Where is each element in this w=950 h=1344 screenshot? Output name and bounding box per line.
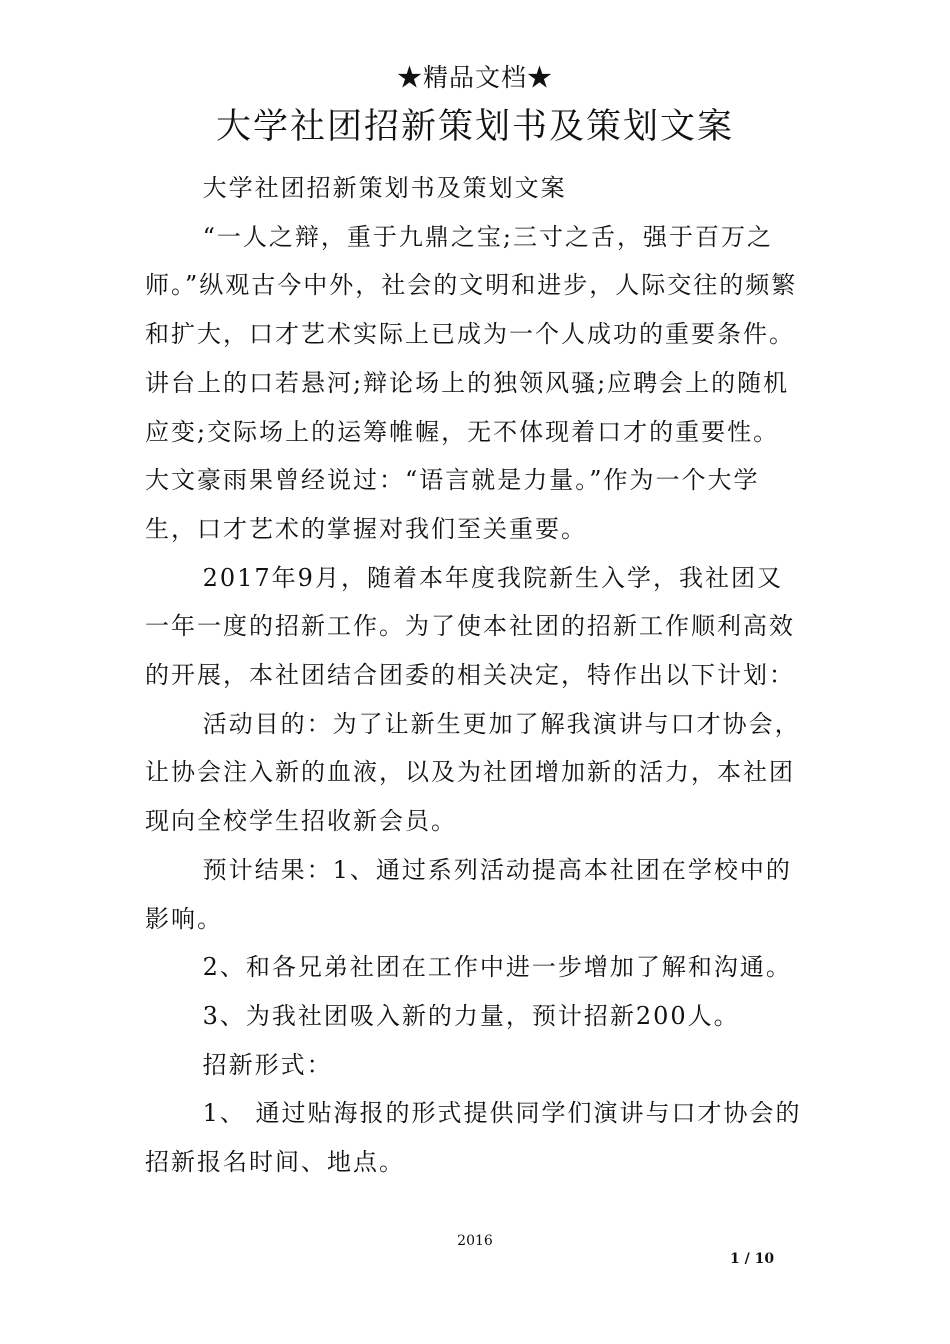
page-number: 1 / 10 (730, 1251, 775, 1267)
document-title: 大学社团招新策划书及策划文案 (215, 107, 734, 147)
paragraph-result-1: 预计结果：1、通过系列活动提高本社团在学校中的影响。 (145, 855, 792, 933)
paragraph-intro: “一人之辩，重于九鼎之宝;三寸之舌，强于百万之师。”纵观古今中外，社会的文明和进步，人际交往的频繁和扩大，口才艺术实际上已成为一个人成功的重要条件。讲台上的口若悬河;辩论场上的独领风骚;应聘会上的随机应变;交际场上的运筹帷幄，无不体现着口才的重要性。大文豪雨果曾经说过：“语言就是力量。”作为一个大学生，口才艺术的掌握对我们至关重要。 (145, 222, 798, 543)
paragraph-form-1: 1、 通过贴海报的形式提供同学们演讲与口才协会的招新报名时间、地点。 (145, 1099, 802, 1177)
paragraph-form-heading: 招新形式： (202, 1050, 333, 1079)
document-body (145, 164, 805, 1187)
paragraph-purpose: 活动目的：为了让新生更加了解我演讲与口才协会，让协会注入新的血液，以及为社团增加新的活力，本社团现向全校学生招收新会员。 (145, 709, 801, 836)
paragraph-background: 2017年9月，随着本年度我院新生入学，我社团又一年一度的招新工作。为了使本社团的招新工作顺利高效的开展，本社团结合团委的相关决定，特作出以下计划： (145, 563, 795, 690)
paragraph-result-3: 3、为我社团吸入新的力量，预计招新200人。 (202, 1001, 740, 1030)
header-mark: ★精品文档★ (396, 63, 553, 92)
footer-year: 2016 (457, 1233, 493, 1249)
paragraph-result-2: 2、和各兄弟社团在工作中进一步增加了解和沟通。 (202, 953, 792, 982)
paragraph-subtitle: 大学社团招新策划书及策划文案 (202, 174, 567, 202)
